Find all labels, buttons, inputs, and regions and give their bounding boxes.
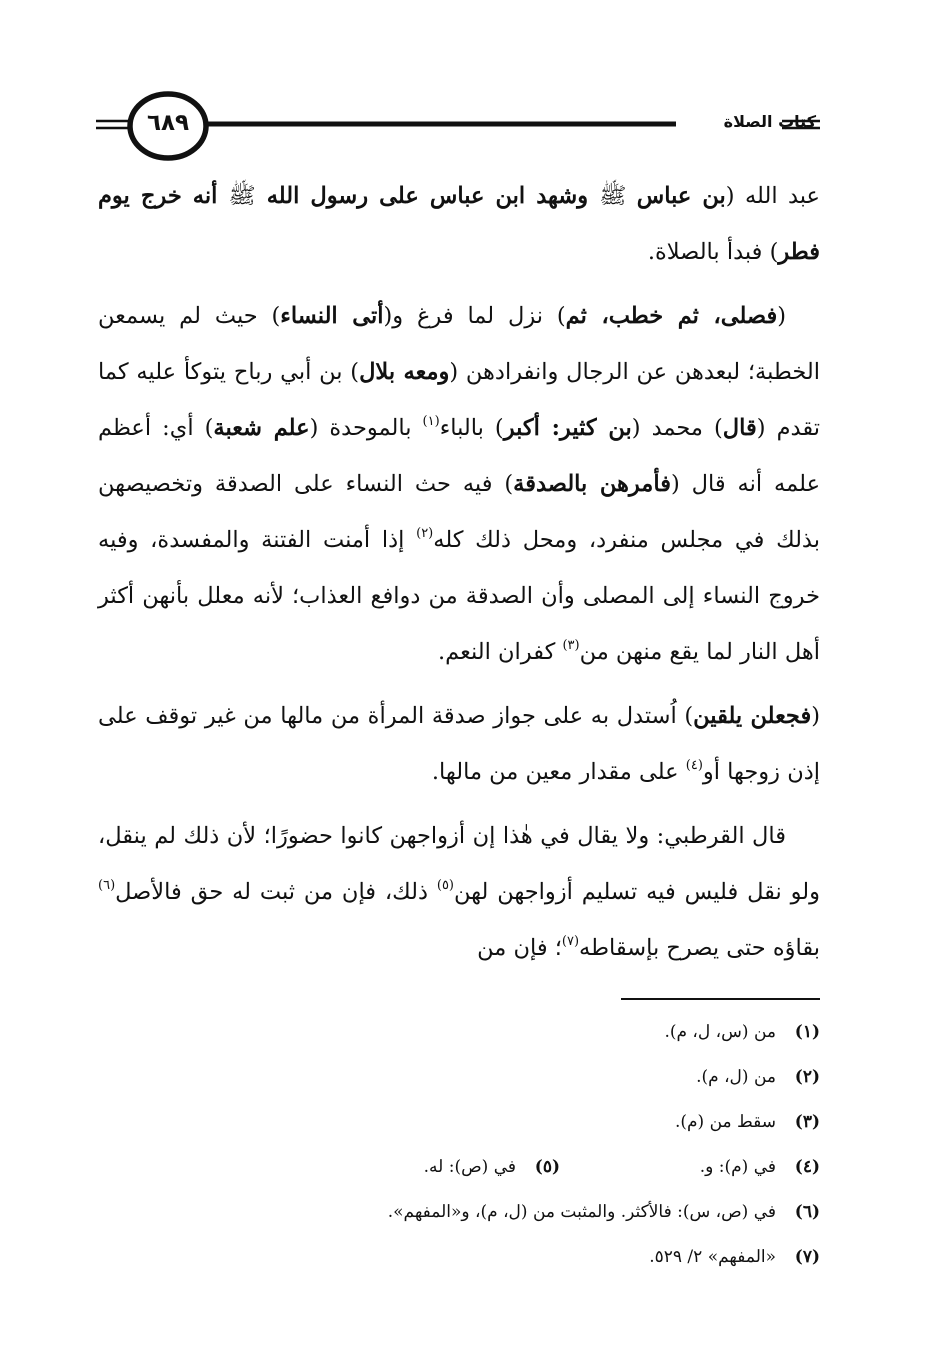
bold-run: بن عباس [636, 183, 726, 209]
paragraph-4 [98, 808, 820, 976]
bold-run: بن كثير: أكبر [503, 415, 632, 441]
bold-run: أنه خرج يوم فطر [98, 183, 820, 265]
paragraph-3 [98, 688, 820, 800]
footnote-1 [98, 1010, 820, 1055]
footnotes [98, 1010, 820, 1280]
text-run: ( [811, 703, 820, 729]
text-run: على مقدار معين من مالها. [431, 759, 686, 785]
header-ornament [0, 0, 942, 170]
bold-run: قال [722, 415, 757, 441]
footnote-text: في (م): و. [699, 1157, 776, 1177]
footnote-2 [98, 1055, 820, 1100]
footnote-5 [424, 1145, 560, 1190]
text-run: ) حيث لم يسمعن الخطبة؛ لبعدهن عن الرجال وانفرادهن ( [98, 303, 820, 385]
text-run: إذا أمنت الفتنة والمفسدة، وفيه خروج النساء إلى المصلى وأن الصدقة من دوافع العذاب؛ لأنه معلل بأنهن أكثر أهل النار لما يقع منهن من [98, 527, 820, 665]
footnote-number: (٧) [794, 1247, 820, 1267]
running-title: كتاب الصلاة [723, 112, 816, 131]
paragraph-1 [98, 168, 820, 280]
footnote-text: من (ل، م). [696, 1067, 776, 1087]
bold-run: فجعلن يلقين [693, 703, 812, 729]
footnote-text: في (ص): له. [423, 1157, 516, 1177]
text-run: عبد الله ( [725, 183, 820, 209]
bold-run: ومعه بلال [359, 359, 450, 385]
bold-run: علم شعبة [213, 415, 310, 441]
footnote-text: سقط من (م). [674, 1112, 776, 1132]
footnote-text: من (س، ل، م). [664, 1022, 776, 1042]
paragraph-2 [98, 288, 820, 680]
footnote-6 [98, 1190, 820, 1235]
text-run: ( [777, 303, 786, 329]
footnote-ref[interactable]: (١) [422, 414, 440, 429]
text-run: ) بن أبي رباح يتوكأ عليه كما تقدم ( [98, 359, 820, 441]
footnote-4 [98, 1145, 820, 1190]
footnote-number: (٤) [794, 1157, 820, 1177]
text-run: كفران النعم. [437, 639, 563, 665]
text-run: ذلك، فإن من ثبت له حق فالأصل [115, 879, 437, 905]
text-run: ) اُستدل به على جواز صدقة المرأة من مالها من غير توقف على إذن زوجها أو [98, 703, 820, 785]
text-run: ) بالباء [439, 415, 504, 441]
footnote-text: في (ص، س): فالأكثر. والمثبت من (ل، م)، و«المفهم». [387, 1202, 776, 1222]
footnote-number: (٣) [794, 1112, 820, 1132]
text-run: قال القرطبي: ولا يقال في هٰذا إن أزواجهن كانوا حضورًا؛ لأن ذلك لم ينقل، ولو نقل فليس فيه تسليم أزواجهن لهن [98, 823, 820, 905]
text-run: ) فبدأ بالصلاة. [647, 239, 779, 265]
text-run: ؛ فإن من [477, 935, 562, 961]
bold-run: وشهد ابن عباس على رسول الله [255, 183, 600, 209]
text-run [626, 183, 636, 209]
text-run: ) أي: أعظم علمه أنه قال ( [98, 415, 820, 497]
main-text [98, 168, 820, 976]
footnote-ref[interactable]: (٢) [416, 526, 434, 541]
footnote-ref[interactable]: (٥) [436, 878, 454, 893]
footnote-ref[interactable]: (٧) [561, 934, 580, 949]
text-run: بقاؤه حتى يصرح بإسقاطه [579, 935, 820, 961]
honorific-glyph: ﷺ [228, 183, 256, 209]
bold-run: فأمرهن بالصدقة [513, 471, 671, 497]
text-run: ) نزل لما فرغ و( [383, 303, 566, 329]
footnote-ref[interactable]: (٣) [562, 638, 580, 653]
footnote-text: «المفهم» ٢/ ٥٢٩. [649, 1247, 776, 1267]
page-header [0, 0, 942, 170]
text-run: بالموحدة ( [309, 415, 423, 441]
footnote-separator [621, 998, 820, 1000]
footnote-number: (٦) [794, 1202, 820, 1222]
footnote-number: (٢) [794, 1067, 820, 1087]
footnote-7 [98, 1235, 820, 1280]
honorific-glyph: ﷺ [599, 183, 627, 209]
footnote-number: (٥) [534, 1157, 560, 1177]
bold-run: أتى النساء [280, 303, 384, 329]
footnote-3 [98, 1100, 820, 1145]
bold-run: فصلى، ثم خطب، ثم [565, 303, 778, 329]
text-run: ) محمد ( [631, 415, 723, 441]
footnote-number: (١) [794, 1022, 820, 1042]
footnote-ref[interactable]: (٦) [98, 878, 116, 893]
page-number: ٦٨٩ [146, 110, 190, 136]
footnote-ref[interactable]: (٤) [685, 758, 703, 773]
text-run: ) فيه حث النساء على الصدقة وتخصيصهن بذلك في مجلس منفرد، ومحل ذلك كله [98, 471, 821, 553]
